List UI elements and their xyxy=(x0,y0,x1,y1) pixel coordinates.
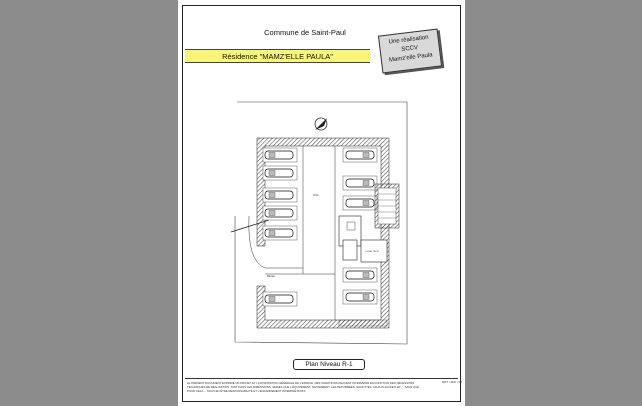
commune-title: Commune de Saint-Paul xyxy=(264,28,346,37)
parking-space xyxy=(263,188,297,202)
parking-space xyxy=(263,226,297,240)
parking-space xyxy=(263,148,297,162)
footer xyxy=(185,378,458,398)
corner-room xyxy=(339,320,387,326)
stamp-line-2: SCCV xyxy=(401,45,419,54)
footer-notice: LE PRÉSENT DOCUMENT EXPRIME UN PROJET ET LA DISPOSITION GÉNÉRALE DE L'ESPACE. DES VARIATIONS PEUVENT INTERVENIR EN FONCTION DES NÉCESSITÉS TECHNIQUES DE RÉALISATION. TANT DANS LES DIMENSIONS, SERIES QUE L'ÉQUIPEMENT, NOTAMMENT, LES RETOMBÉES, SOFFITTES, FAUX-PLAFONDS ET ... SANS QUE POUR CELA ... SOUS EN ÊTRE RESPONSABILITÉ ET L'ENCADREMENT INTERPRÉTATIFS xyxy=(187,381,420,393)
technical-room-label: LOCAL TECH xyxy=(365,251,379,253)
stamp-line-1: Une réalisation xyxy=(388,34,429,46)
lift-and-lobby xyxy=(339,216,361,260)
floor-plan xyxy=(225,96,415,346)
parking-space xyxy=(343,268,377,282)
plan-title: Plan Niveau R-1 xyxy=(293,359,365,370)
parking-space xyxy=(343,148,377,162)
stamp-line-3: Mamz'elle Paula xyxy=(388,52,433,64)
parking-space xyxy=(263,292,297,306)
circulation-label: Circ. xyxy=(313,193,320,197)
residence-banner xyxy=(185,49,370,63)
footer-code: DDT / MCI / 06 xyxy=(442,380,462,384)
stairwell xyxy=(375,184,399,228)
developer-stamp xyxy=(378,28,442,73)
residence-title: Résidence "MAMZ'ELLE PAULA" xyxy=(222,52,333,61)
parking-space xyxy=(263,206,297,220)
technical-room xyxy=(361,240,387,262)
parking-space xyxy=(343,176,377,190)
parking-space xyxy=(343,290,377,304)
north-arrow-icon xyxy=(315,118,327,130)
parking-space xyxy=(343,196,377,210)
left-parking-bays xyxy=(263,148,297,306)
parking-space xyxy=(263,166,297,180)
ramp-label: Rampe xyxy=(267,275,276,278)
